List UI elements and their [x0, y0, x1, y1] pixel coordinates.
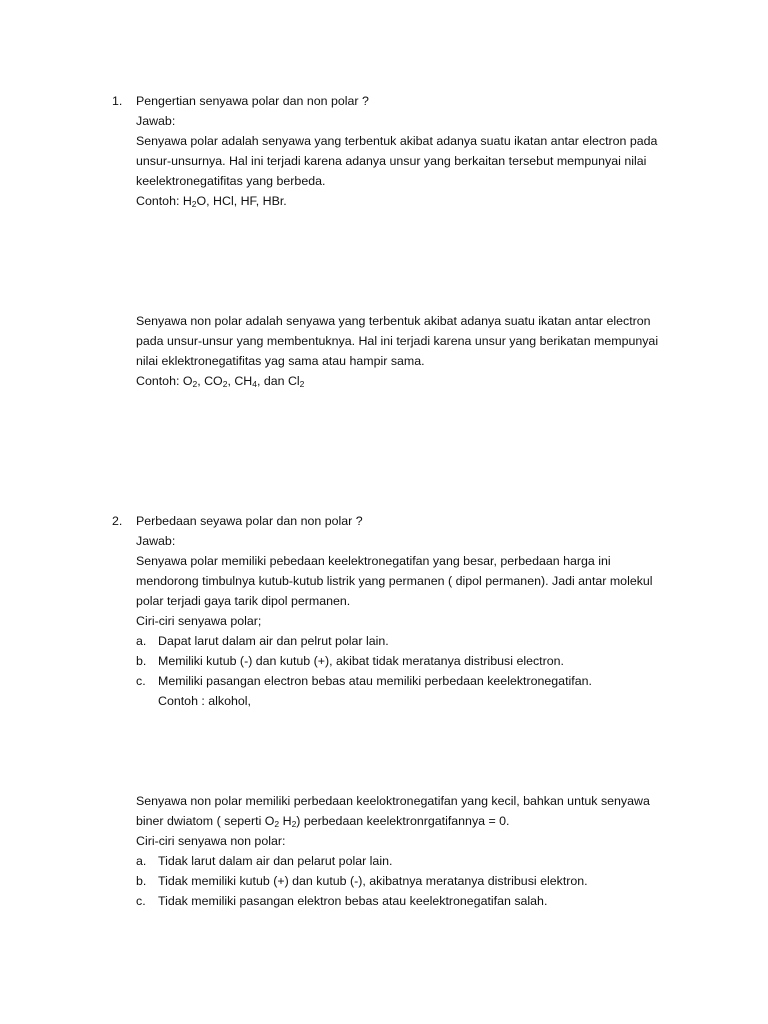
list-marker: b.: [136, 874, 147, 888]
example-line: Contoh : alkohol,: [158, 694, 251, 708]
list-item: Memiliki pasangan electron bebas atau memiliki perbedaan keelektronegatifan.: [158, 674, 592, 688]
paragraph-line: Senyawa polar memiliki pebedaan keelektronegatifan yang besar, perbedaan harga ini: [136, 554, 611, 568]
paragraph-line: unsur-unsurnya. Hal ini terjadi karena adanya unsur yang berkaitan tersebut mempunyai nilai: [136, 154, 647, 168]
question-number: 1.: [112, 94, 123, 108]
paragraph-line: biner dwiatom ( seperti $O_2$ $H_2$) perbedaan keelektronrgatifannya = 0.: [136, 814, 510, 829]
question-text: Perbedaan seyawa polar dan non polar ?: [136, 514, 363, 528]
list-marker: b.: [136, 654, 147, 668]
list-item: Tidak memiliki kutub (+) dan kutub (-), akibatnya meratanya distribusi elektron.: [158, 874, 588, 888]
question-number: 2.: [112, 514, 123, 528]
list-item: Tidak larut dalam air dan pelarut polar lain.: [158, 854, 393, 868]
list-marker: a.: [136, 634, 147, 648]
paragraph-line: Senyawa non polar memiliki perbedaan keeloktronegatifan yang kecil, bahkan untuk senyawa: [136, 794, 650, 808]
paragraph-line: nilai eklektronegatifitas yag sama atau hampir sama.: [136, 354, 425, 368]
list-marker: c.: [136, 894, 146, 908]
list-marker: a.: [136, 854, 147, 868]
traits-label: Ciri-ciri senyawa non polar:: [136, 834, 286, 848]
paragraph-line: keelektronegatifitas yang berbeda.: [136, 174, 326, 188]
example-line: Contoh: $O_2$, $CO_2$, $CH_4$, dan $Cl_2$: [136, 374, 305, 389]
paragraph-line: pada unsur-unsur yang membentuknya. Hal ini terjadi karena unsur yang berikatan mempunyai: [136, 334, 659, 348]
paragraph-line: Senyawa non polar adalah senyawa yang terbentuk akibat adanya suatu ikatan antar electron: [136, 314, 651, 328]
list-item: Tidak memiliki pasangan elektron bebas atau keelektronegatifan salah.: [158, 894, 548, 908]
list-marker: c.: [136, 674, 146, 688]
paragraph-line: polar terjadi gaya tarik dipol permanen.: [136, 594, 351, 608]
paragraph-line: mendorong timbulnya kutub-kutub listrik yang permanen ( dipol permanen). Jadi antar molekul: [136, 574, 653, 588]
traits-label: Ciri-ciri senyawa polar;: [136, 614, 262, 628]
paragraph-line: Senyawa polar adalah senyawa yang terbentuk akibat adanya suatu ikatan antar electron pada: [136, 134, 658, 148]
question-text: Pengertian senyawa polar dan non polar ?: [136, 94, 369, 108]
answer-label: Jawab:: [136, 534, 176, 548]
example-line: Contoh: $H_2O$, HCl, HF, HBr.: [136, 194, 287, 209]
list-item: Memiliki kutub (-) dan kutub (+), akibat tidak meratanya distribusi electron.: [158, 654, 564, 668]
list-item: Dapat larut dalam air dan pelrut polar lain.: [158, 634, 389, 648]
answer-label: Jawab:: [136, 114, 176, 128]
